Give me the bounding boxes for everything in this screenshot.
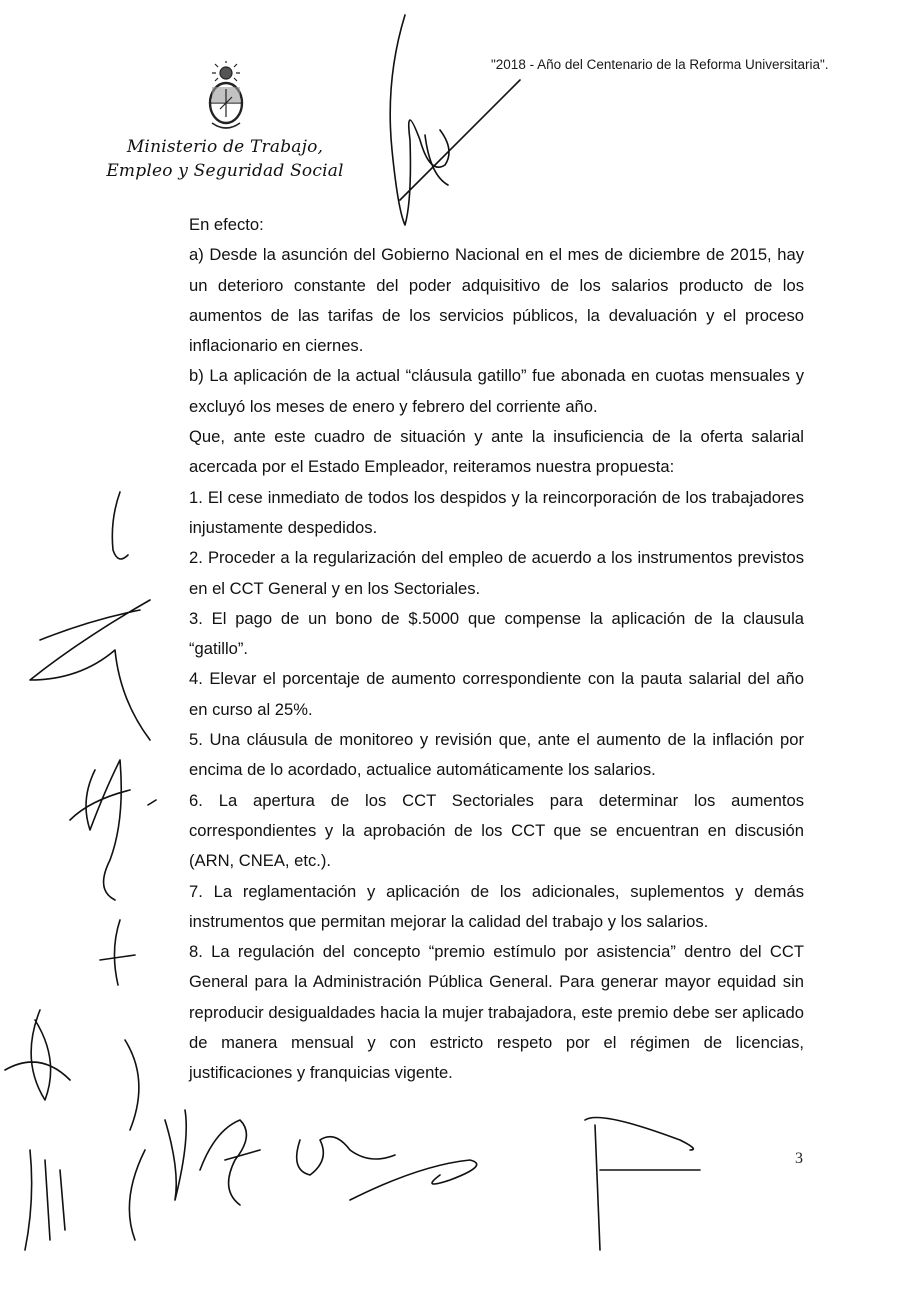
point-b: b) La aplicación de la actual “cláusula gatillo” fue abonada en cuotas mensuales y excluyó los meses de enero y febrero del corriente año. [189,366,804,416]
ministry-name-line1: Ministerio de Trabajo, [126,137,324,157]
signature-bottom-1 [5,1010,70,1250]
document-body [189,210,804,1089]
proposal-item: 2. Proceder a la regularización del empleo de acuerdo a los instrumentos previstos en el CCT General y en los Sectoriales. [189,548,804,598]
signature-bottom-6 [585,1118,700,1251]
proposal-item: 5. Una cláusula de monitoreo y revisión que, ante el aumento de la inflación por encima de lo acordado, actualice automáticamente los salarios. [189,730,804,780]
proposal-item: 7. La reglamentación y aplicación de los adicionales, suplementos y demás instrumentos que permitan mejorar la calidad del trabajo y los salarios. [189,881,804,931]
ministry-letterhead [105,135,345,183]
proposal-item: 3. El pago de un bono de $.5000 que compense la aplicación de la clausula “gatillo”. [189,608,804,659]
signature-bottom-2 [125,1040,186,1240]
signature-top [390,15,520,225]
proposal-item: 6. La apertura de los CCT Sectoriales para determinar los aumentos correspondientes y la aprobación de los CCT que se encuentran en discusión (ARN, CNEA, etc.). [189,790,804,871]
signature-bottom-4 [297,1137,395,1175]
page-number: 3 [795,1150,803,1167]
intro-text: En efecto: [189,215,264,234]
signature-left-1 [112,492,128,559]
proposal-item: 4. Elevar el porcentaje de aumento correspondiente con la pauta salarial del año en curso al 25%. [189,669,804,719]
signature-left-2 [30,600,150,740]
signature-left-4 [100,920,135,985]
proposal-item: 1. El cese inmediato de todos los despidos y la reincorporación de los trabajadores injustamente despedidos. [189,487,804,537]
signature-left-3 [70,760,156,900]
signature-bottom-5 [350,1160,477,1200]
statement-text: Que, ante este cuadro de situación y ante la insuficiencia de la oferta salarial acercada por el Estado Empleador, reiteramos nuestra propuesta: [189,427,804,477]
ministry-name-line2: Empleo y Seguridad Social [106,161,344,181]
point-a: a) Desde la asunción del Gobierno Nacional en el mes de diciembre de 2015, hay un deterioro constante del poder adquisitivo de los salarios producto de los aumentos de las tarifas de los servicios públicos, la devaluación y el proceso inflacionario en ciernes. [189,245,804,356]
argentina-coat-of-arms-icon [204,61,248,137]
header-motto: "2018 - Año del Centenario de la Reforma Universitaria". [491,57,829,72]
proposal-item: 8. La regulación del concepto “premio estímulo por asistencia” dentro del CCT General para la Administración Pública General. Para generar mayor equidad sin reproducir desigualdades hacia la mujer trabajadora, este premio debe ser aplicado de manera mensual y con estricto respeto por el régimen de licencias, justificaciones y franquicias vigente. [189,942,804,1083]
signature-bottom-3 [200,1120,260,1205]
